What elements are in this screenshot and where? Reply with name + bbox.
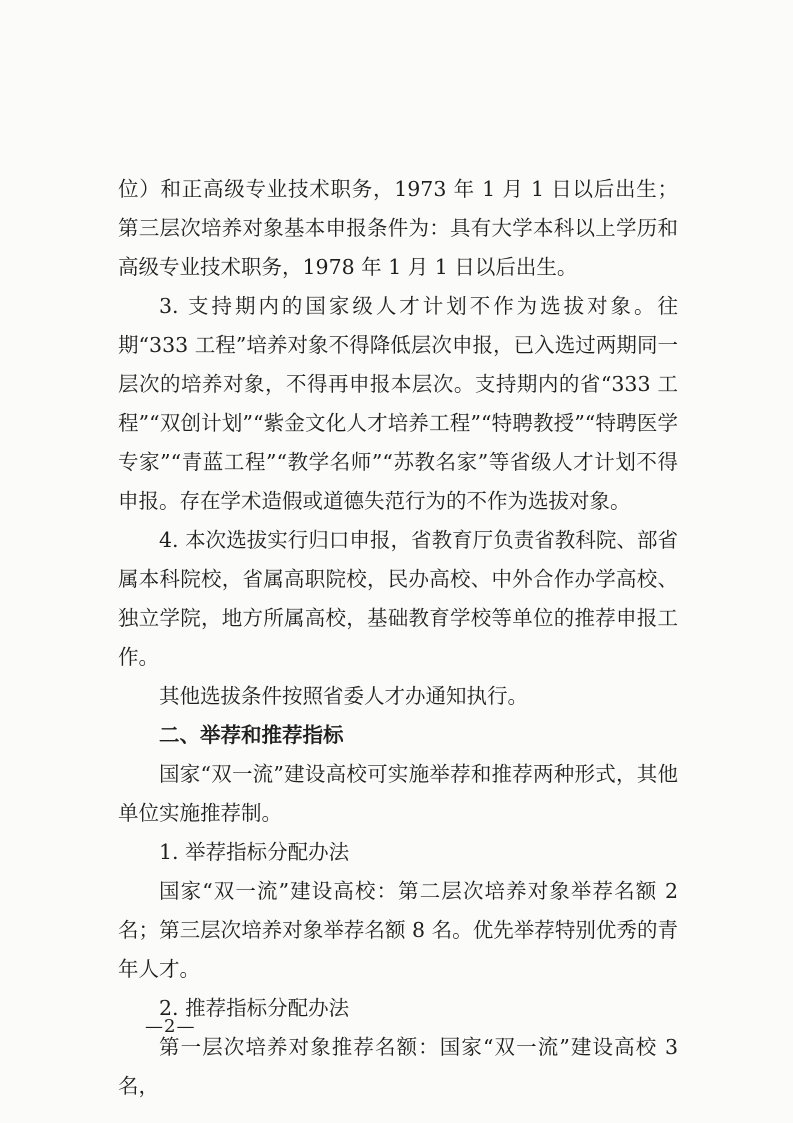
paragraph-birthdate-conditions: 位）和正高级专业技术职务，1973 年 1 月 1 日以后出生；第三层次培养对象基本申报条件为：具有大学本科以上学历和高级专业技术职务，1978 年 1 月 1 日以后出生。 [118, 177, 678, 279]
section-heading-quota: 二、举荐和推荐指标 [159, 723, 344, 747]
paragraph-other-conditions: 其他选拔条件按照省委人才办通知执行。 [159, 684, 528, 708]
page-number: —2— [145, 1016, 196, 1037]
subheading-nomination-method: 1. 举荐指标分配办法 [159, 840, 350, 864]
document-body [118, 170, 678, 1106]
paragraph-quota-intro: 国家“双一流”建设高校可实施举荐和推荐两种形式，其他单位实施推荐制。 [118, 762, 678, 825]
paragraph-nomination-quota: 国家“双一流”建设高校：第二层次培养对象举荐名额 2 名；第三层次培养对象举荐名额 8 名。优先举荐特别优秀的青年人才。 [118, 879, 678, 981]
paragraph-item-3: 3. 支持期内的国家级人才计划不作为选拔对象。往期“333 工程”培养对象不得降低层次申报，已入选过两期同一层次的培养对象，不得再申报本层次。支持期内的省“333 工程”“双创计划”“紫金文化人才培养工程”“特聘教授”“特聘医学专家”“青蓝工程”“教学名师”“苏教名家”等省级人才计划不得申报。存在学术造假或道德失范行为的不作为选拔对象。 [118, 294, 678, 513]
paragraph-recommendation-quota: 第一层次培养对象推荐名额：国家“双一流”建设高校 3 名， [118, 1035, 678, 1098]
subheading-recommendation-method: 2. 推荐指标分配办法 [159, 996, 350, 1020]
paragraph-item-4: 4. 本次选拔实行归口申报，省教育厅负责省教科院、部省属本科院校，省属高职院校，民办高校、中外合作办学高校、独立学院，地方所属高校，基础教育学校等单位的推荐申报工作。 [118, 528, 678, 669]
